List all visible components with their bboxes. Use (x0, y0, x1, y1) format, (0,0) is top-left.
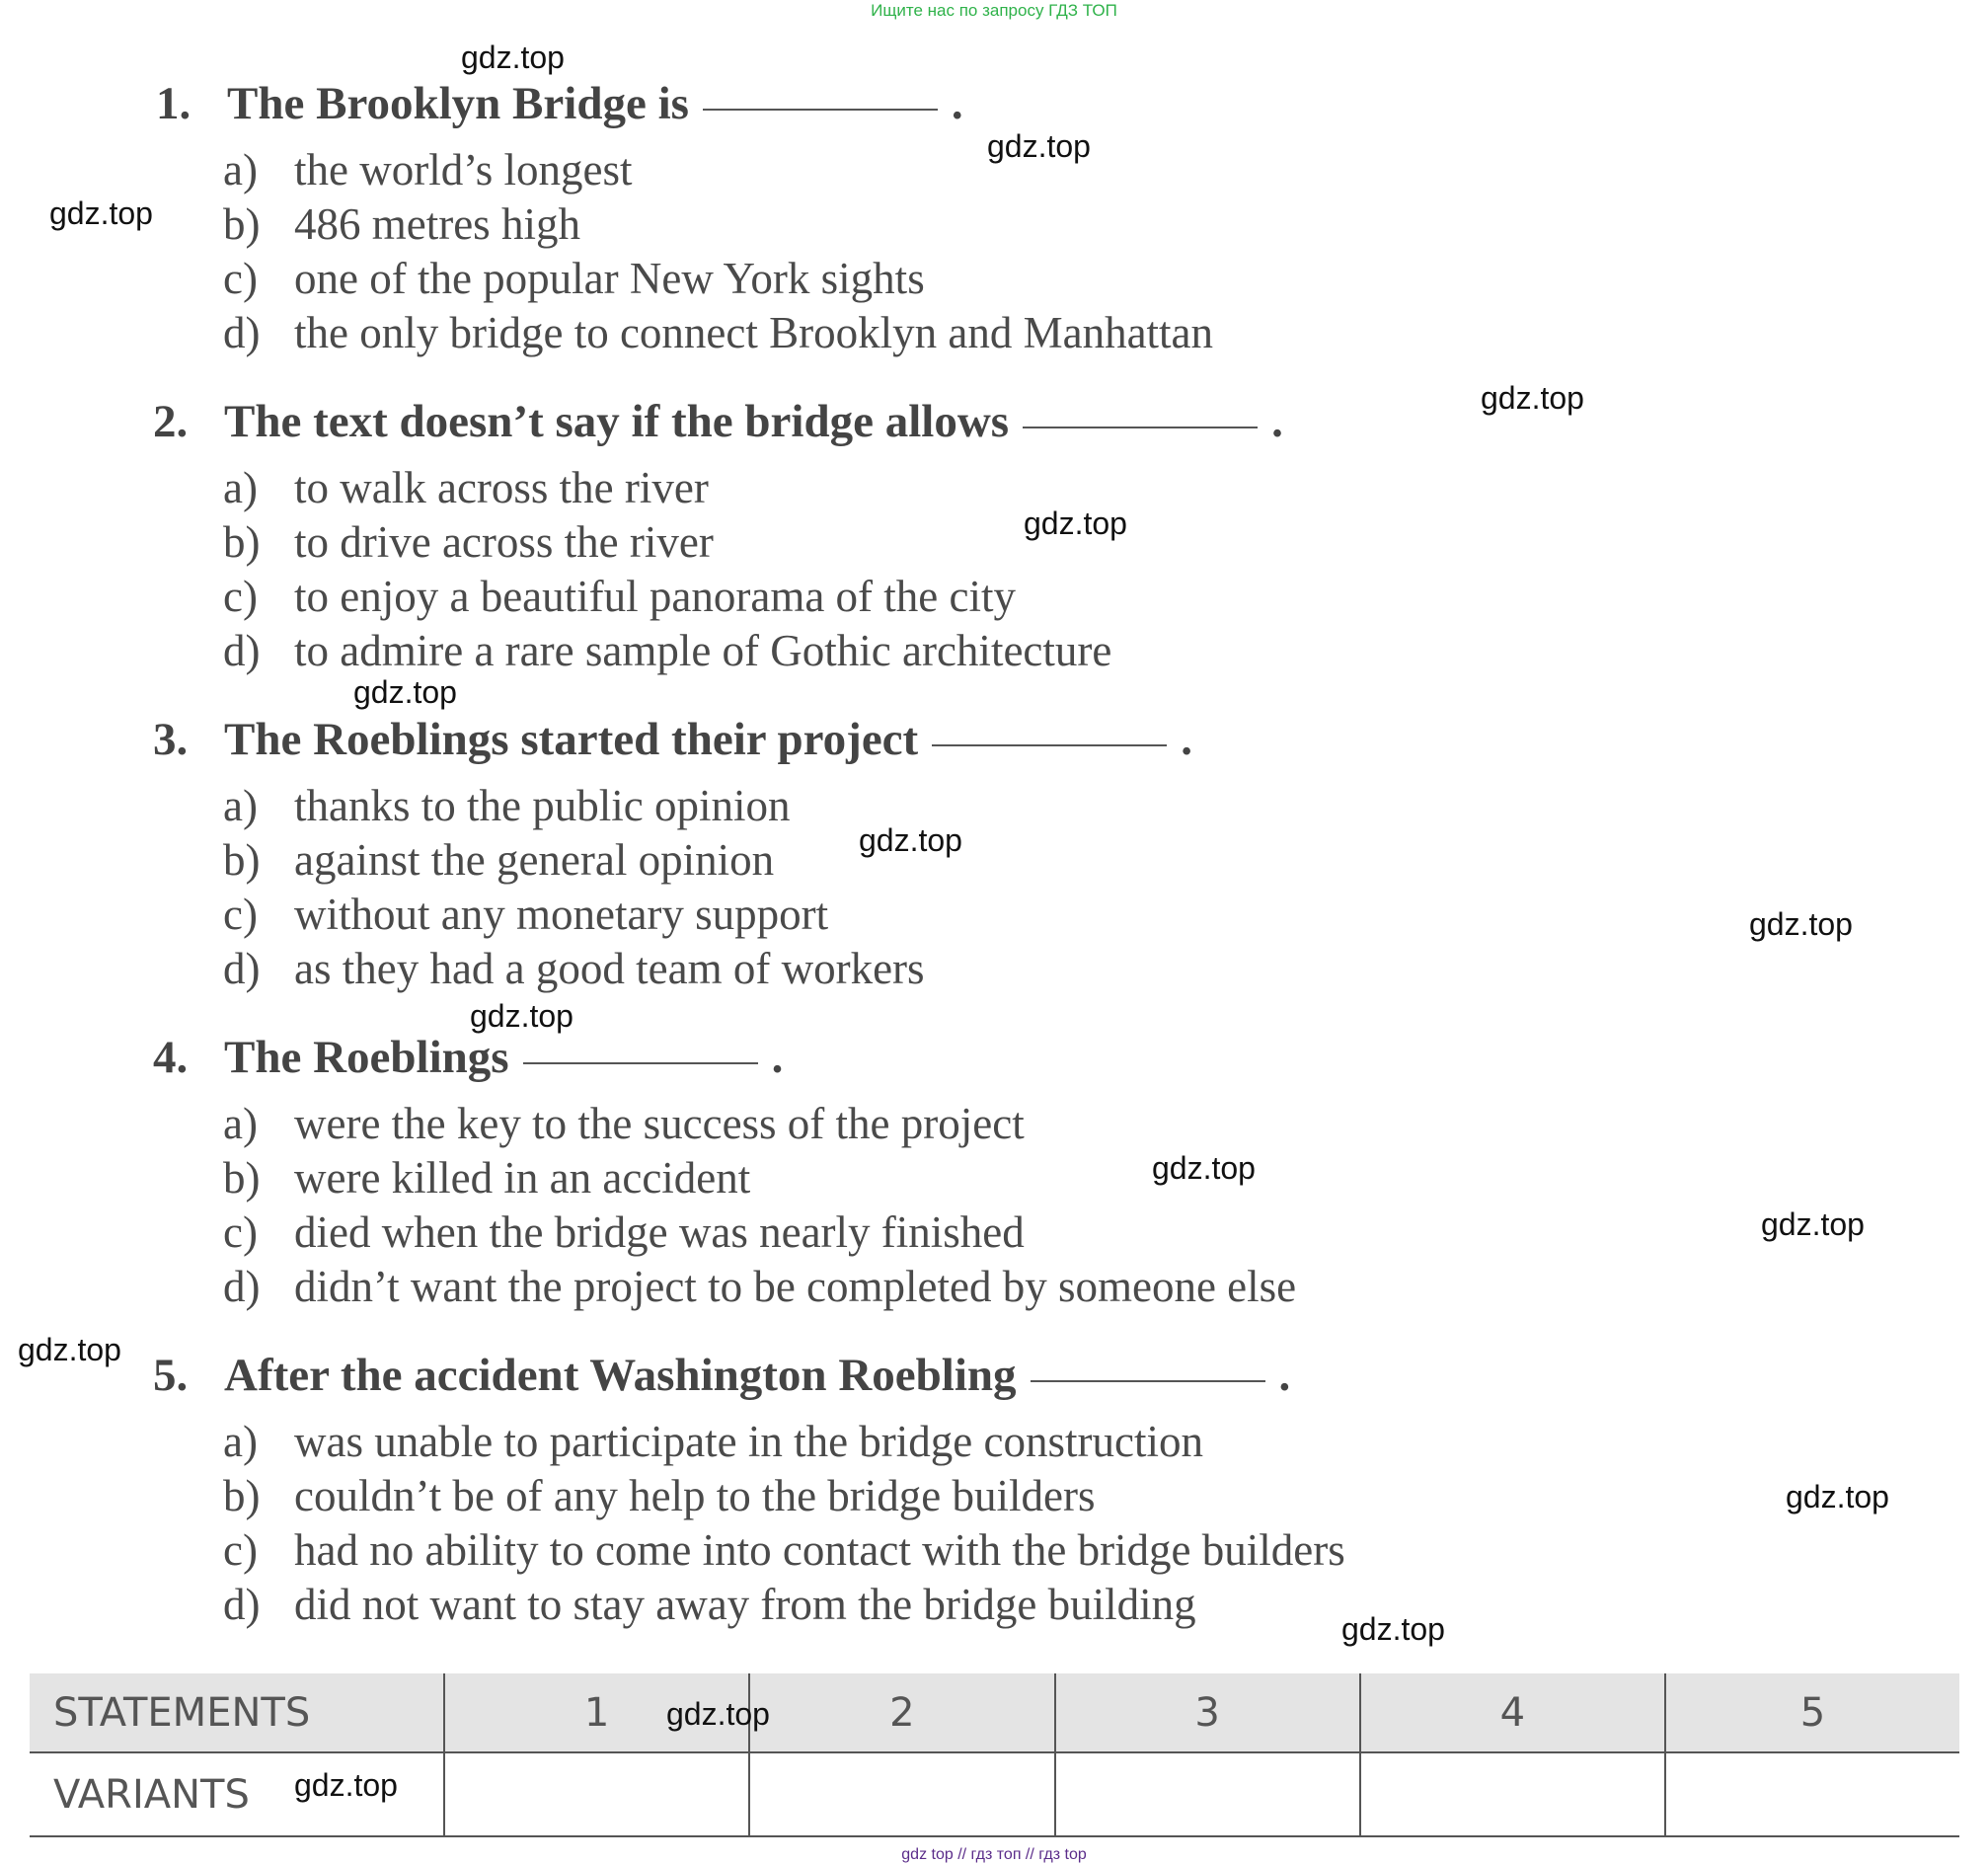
statement-number-1: 1 (444, 1673, 749, 1752)
watermark: gdz.top (859, 822, 962, 858)
watermark: gdz.top (461, 39, 565, 75)
question-number: 2. (153, 396, 189, 447)
question-stem: The Roeblings started their project (224, 714, 919, 765)
option-letter: d) (223, 308, 261, 357)
option-letter: a) (223, 1099, 258, 1148)
option-text: to admire a rare sample of Gothic architecture (294, 626, 1112, 675)
watermark: gdz.top (987, 128, 1091, 164)
option-text: had no ability to come into contact with the bridge builders (294, 1525, 1345, 1575)
question-1-title (156, 77, 963, 130)
option-letter: a) (223, 463, 258, 512)
question-3-option-c (223, 889, 828, 940)
watermark: gdz.top (666, 1696, 770, 1732)
question-4-option-c (223, 1206, 1025, 1258)
question-number: 5. (153, 1350, 189, 1401)
statement-number-3: 3 (1055, 1673, 1360, 1752)
question-period: . (951, 78, 963, 129)
option-letter: b) (223, 199, 261, 249)
question-2-option-a (223, 462, 709, 513)
question-1-option-b (223, 198, 580, 250)
option-text: the only bridge to connect Brooklyn and Manhattan (294, 308, 1214, 357)
option-letter: c) (223, 572, 258, 621)
question-1-option-a (223, 144, 632, 195)
option-text: thanks to the public opinion (294, 781, 791, 830)
watermark: gdz.top (49, 195, 153, 231)
option-letter: d) (223, 1262, 261, 1311)
option-text: was unable to participate in the bridge construction (294, 1417, 1203, 1466)
statements-label: STATEMENTS (30, 1673, 444, 1752)
question-4-option-d (223, 1261, 1296, 1312)
watermark: gdz.top (470, 998, 573, 1034)
question-2-option-b (223, 516, 714, 568)
answer-table (30, 1673, 1959, 1837)
option-letter: b) (223, 517, 261, 567)
option-text: were killed in an accident (294, 1153, 751, 1203)
watermark: gdz.top (1024, 505, 1127, 541)
question-period: . (1278, 1350, 1291, 1401)
answer-blank (703, 108, 938, 111)
option-letter: c) (223, 254, 258, 303)
option-letter: c) (223, 1525, 258, 1575)
question-5-option-d (223, 1579, 1196, 1630)
watermark: gdz.top (1341, 1611, 1445, 1647)
statement-number-2: 2 (749, 1673, 1054, 1752)
question-period: . (1181, 714, 1192, 765)
answer-blank (1023, 426, 1258, 428)
variants-label: VARIANTS (30, 1752, 444, 1836)
question-number: 1. (156, 78, 191, 129)
option-text: died when the bridge was nearly finished (294, 1207, 1025, 1257)
question-1-option-c (223, 253, 925, 304)
option-text: to drive across the river (294, 517, 714, 567)
option-letter: b) (223, 835, 261, 885)
option-text: to walk across the river (294, 463, 709, 512)
question-stem: After the accident Washington Roebling (224, 1350, 1017, 1401)
option-text: did not want to stay away from the bridge building (294, 1580, 1196, 1629)
question-5-option-c (223, 1524, 1345, 1576)
answer-blank (523, 1061, 758, 1064)
question-5-option-a (223, 1416, 1203, 1467)
option-text: 486 metres high (294, 199, 580, 249)
watermark: gdz.top (1152, 1150, 1256, 1186)
watermark: gdz.top (1761, 1206, 1865, 1242)
question-4-title (153, 1031, 783, 1084)
variant-cell-2[interactable] (749, 1752, 1054, 1836)
statement-number-5: 5 (1665, 1673, 1959, 1752)
option-text: were the key to the success of the project (294, 1099, 1025, 1148)
statement-number-4: 4 (1360, 1673, 1665, 1752)
option-letter: c) (223, 1207, 258, 1257)
question-number: 4. (153, 1032, 189, 1083)
variant-cell-3[interactable] (1055, 1752, 1360, 1836)
footer-links: gdz top // гдз топ // гдз top (901, 1846, 1087, 1863)
watermark: gdz.top (1786, 1479, 1889, 1514)
question-3-option-b (223, 834, 774, 886)
option-letter: a) (223, 781, 258, 830)
question-3-title (153, 713, 1192, 766)
option-text: one of the popular New York sights (294, 254, 925, 303)
variant-cell-4[interactable] (1360, 1752, 1665, 1836)
option-letter: b) (223, 1471, 261, 1520)
option-letter: d) (223, 626, 261, 675)
option-letter: c) (223, 890, 258, 939)
option-letter: d) (223, 944, 261, 993)
option-text: the world’s longest (294, 145, 633, 194)
question-3-option-d (223, 943, 925, 994)
question-3-option-a (223, 780, 790, 831)
question-stem: The text doesn’t say if the bridge allows (224, 396, 1010, 447)
option-text: without any monetary support (294, 890, 829, 939)
question-2-option-c (223, 571, 1016, 622)
watermark: gdz.top (1481, 380, 1584, 416)
variant-cell-1[interactable] (444, 1752, 749, 1836)
answer-blank (1031, 1379, 1265, 1382)
answer-blank (932, 743, 1167, 746)
option-letter: a) (223, 1417, 258, 1466)
question-period: . (1271, 396, 1283, 447)
statements-row (30, 1673, 1959, 1752)
question-period: . (771, 1032, 784, 1083)
option-text: against the general opinion (294, 835, 775, 885)
question-number: 3. (153, 714, 189, 765)
option-text: didn’t want the project to be completed by someone else (294, 1262, 1297, 1311)
option-letter: b) (223, 1153, 261, 1203)
question-1-option-d (223, 307, 1213, 358)
option-letter: d) (223, 1580, 261, 1629)
watermark: gdz.top (353, 674, 457, 710)
question-5-option-b (223, 1470, 1095, 1521)
question-4-option-b (223, 1152, 750, 1204)
top-banner: Ищите нас по запросу ГДЗ ТОП (871, 1, 1117, 20)
watermark: gdz.top (294, 1767, 398, 1803)
question-5-title (153, 1349, 1290, 1402)
watermark: gdz.top (1749, 906, 1853, 942)
option-letter: a) (223, 145, 258, 194)
question-stem: The Roeblings (224, 1032, 509, 1083)
question-4-option-a (223, 1098, 1025, 1149)
question-stem: The Brooklyn Bridge is (227, 78, 689, 129)
option-text: as they had a good team of workers (294, 944, 925, 993)
question-2-option-d (223, 625, 1111, 676)
option-text: couldn’t be of any help to the bridge builders (294, 1471, 1096, 1520)
option-text: to enjoy a beautiful panorama of the city (294, 572, 1016, 621)
question-2-title (153, 395, 1283, 448)
watermark: gdz.top (18, 1332, 121, 1367)
variant-cell-5[interactable] (1665, 1752, 1959, 1836)
